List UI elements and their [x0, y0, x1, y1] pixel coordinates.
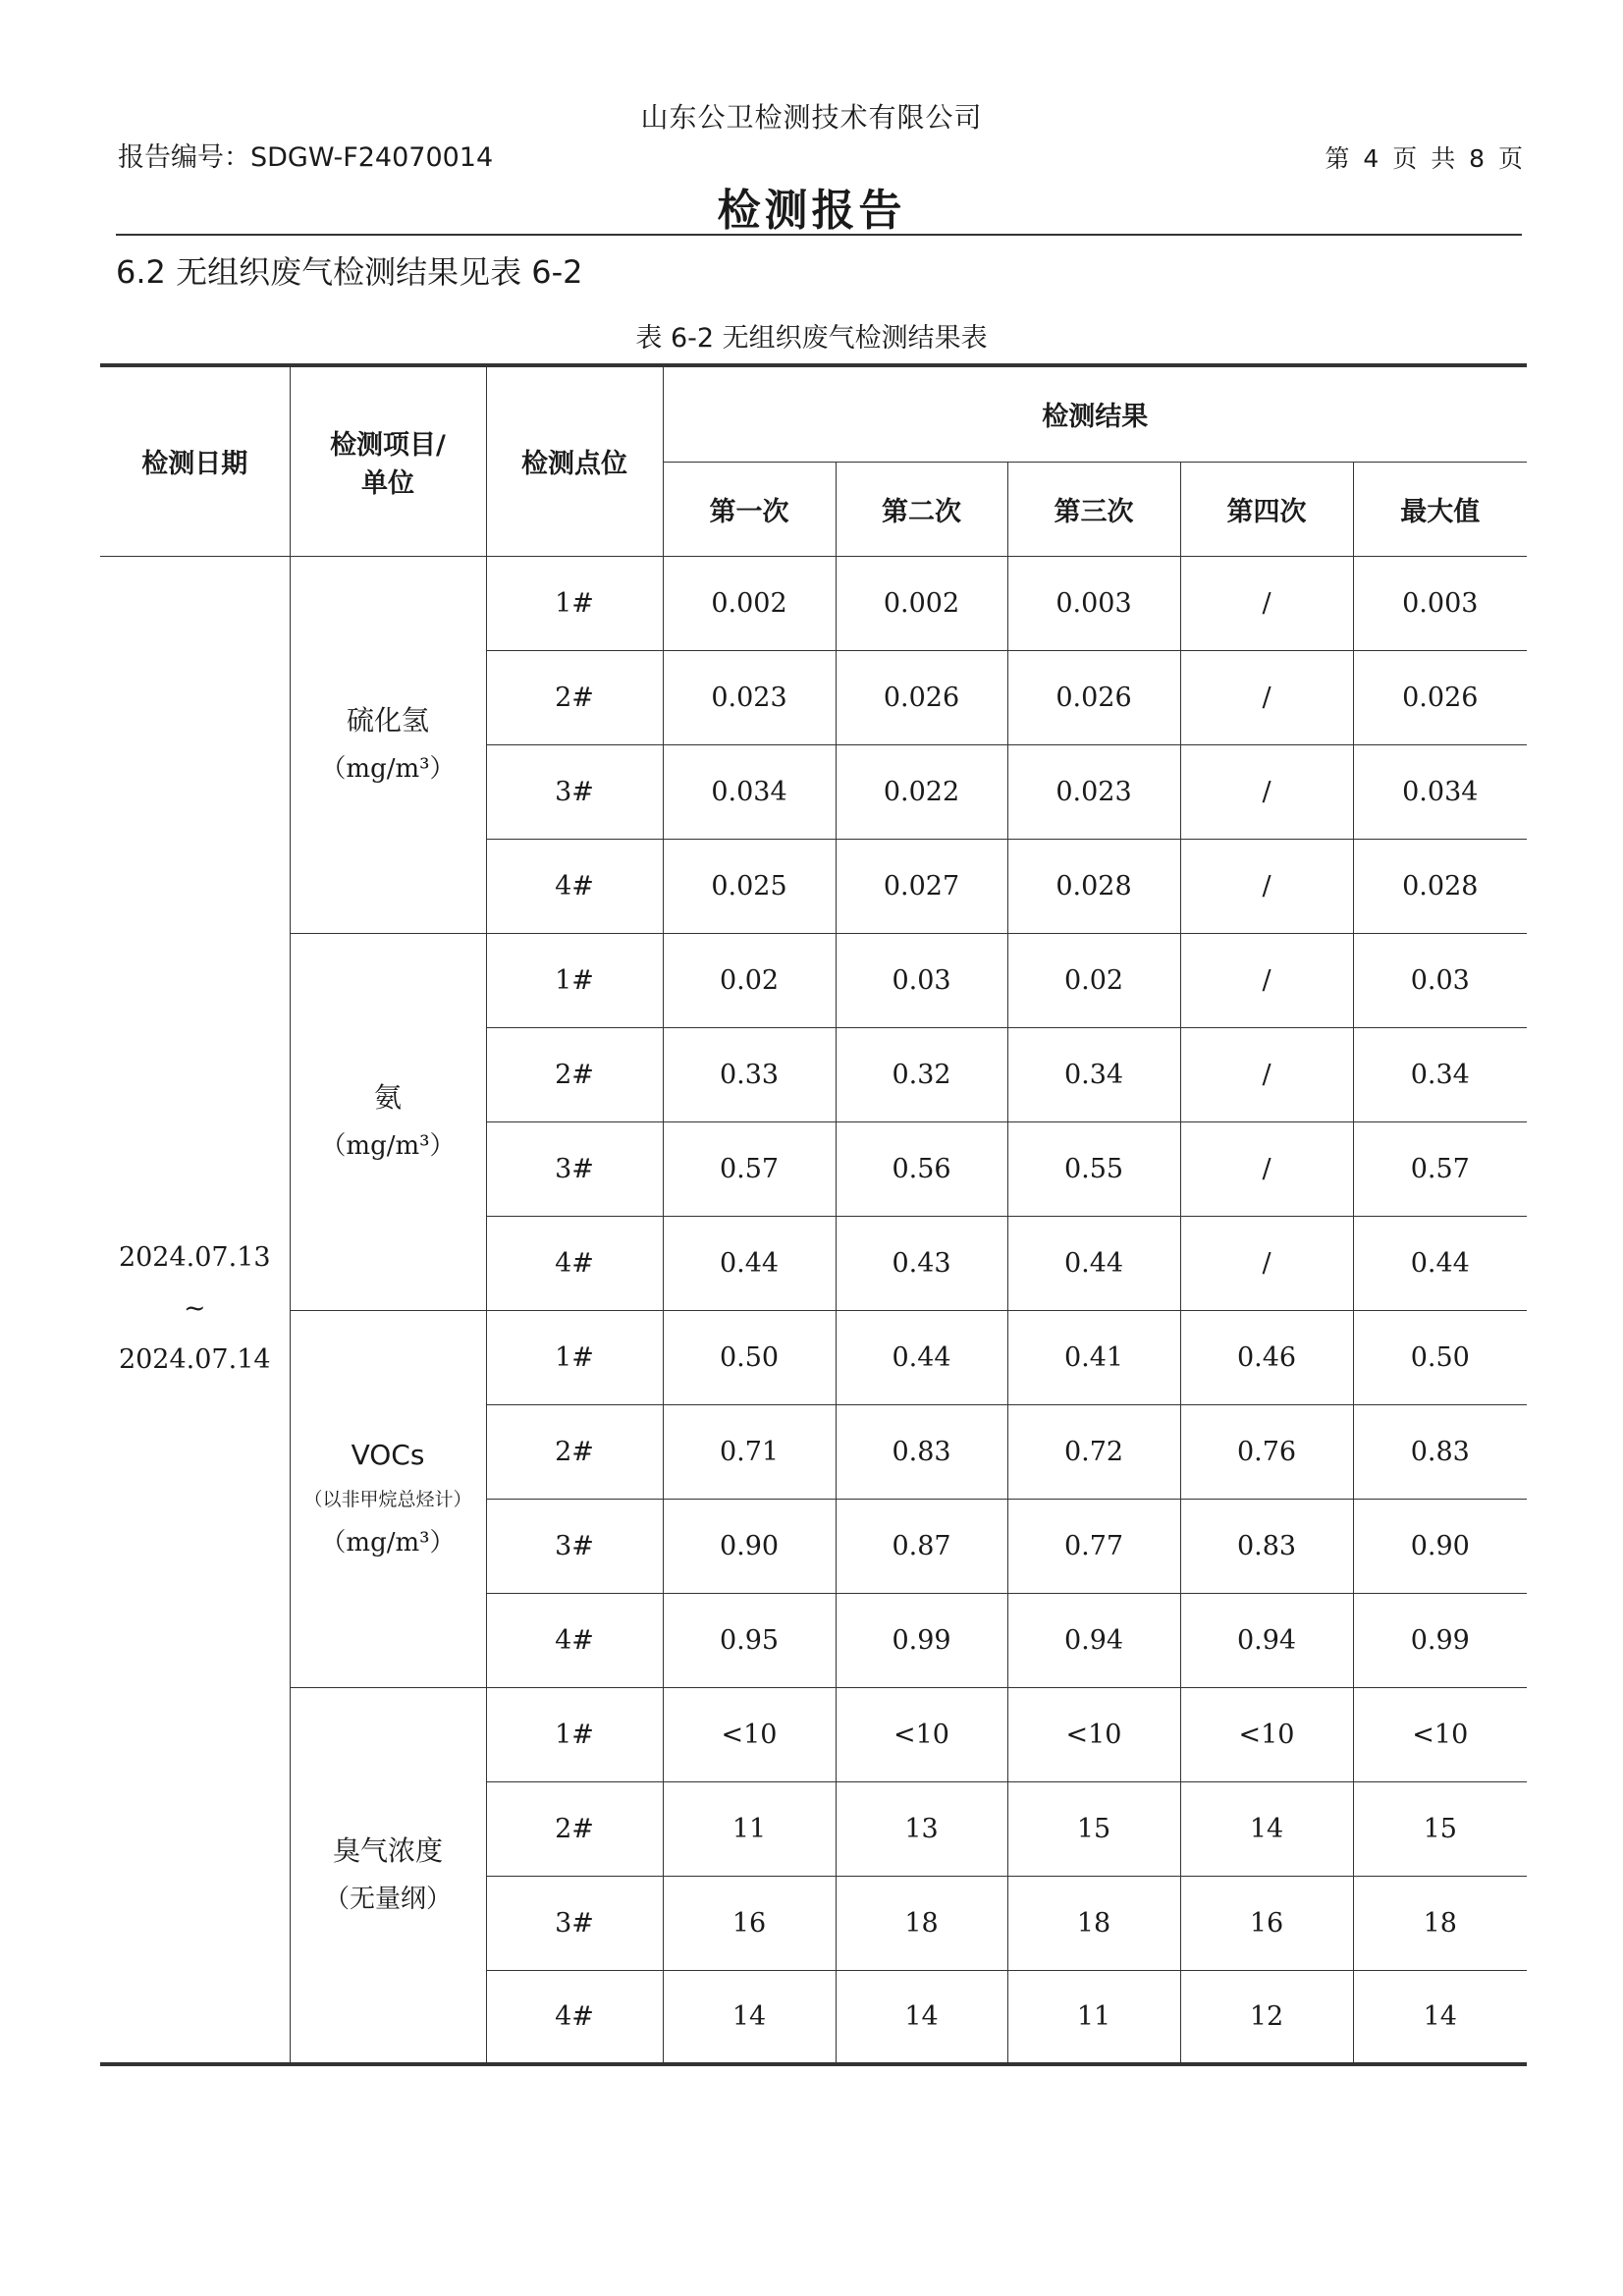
column-header-results: 检测结果 [663, 365, 1527, 462]
column-header-third: 第三次 [1007, 462, 1180, 556]
item-cell [290, 1687, 486, 2064]
value-second: 0.44 [836, 1310, 1007, 1404]
value-max: 0.83 [1353, 1404, 1527, 1499]
value-third: 0.77 [1007, 1499, 1180, 1593]
page-indicator: 第 4 页 共 8 页 [1325, 144, 1523, 173]
item-cell [290, 1310, 486, 1687]
item-note: （以非甲烷总烃计） [303, 1489, 472, 1510]
company-name: 山东公卫检测技术有限公司 [640, 101, 983, 134]
point-cell: 3# [486, 1876, 663, 1970]
value-max: 0.90 [1353, 1499, 1527, 1593]
value-second: 0.03 [836, 933, 1007, 1027]
value-fourth: / [1180, 1216, 1353, 1310]
value-second: 0.002 [836, 556, 1007, 650]
table-row [100, 1310, 1527, 1404]
value-third: 18 [1007, 1876, 1180, 1970]
value-first: 0.50 [663, 1310, 836, 1404]
value-second: 0.83 [836, 1404, 1007, 1499]
value-third: 0.94 [1007, 1593, 1180, 1687]
value-max: 0.028 [1353, 839, 1527, 933]
value-first: 0.02 [663, 933, 836, 1027]
value-max: 15 [1353, 1781, 1527, 1876]
value-fourth: / [1180, 839, 1353, 933]
value-max: 0.03 [1353, 933, 1527, 1027]
value-third: 0.72 [1007, 1404, 1180, 1499]
value-third: 0.55 [1007, 1121, 1180, 1216]
value-max: 0.50 [1353, 1310, 1527, 1404]
value-second: 18 [836, 1876, 1007, 1970]
value-first: 0.002 [663, 556, 836, 650]
date-cell [100, 556, 290, 2064]
value-first: 0.95 [663, 1593, 836, 1687]
value-second: 0.43 [836, 1216, 1007, 1310]
table-row [100, 1687, 1527, 1781]
value-first: 0.023 [663, 650, 836, 744]
value-first: 0.71 [663, 1404, 836, 1499]
value-third: 0.44 [1007, 1216, 1180, 1310]
report-number: 报告编号：SDGW-F24070014 [118, 142, 494, 173]
item-name: VOCs [351, 1439, 425, 1471]
item-unit: （mg/m³） [320, 1131, 456, 1161]
point-cell: 3# [486, 744, 663, 839]
column-header-max: 最大值 [1353, 462, 1527, 556]
value-first: 0.025 [663, 839, 836, 933]
value-first: 0.034 [663, 744, 836, 839]
value-third: <10 [1007, 1687, 1180, 1781]
column-header-item-line1: 检测项目/ [330, 429, 446, 461]
value-max: 0.99 [1353, 1593, 1527, 1687]
value-third: 0.41 [1007, 1310, 1180, 1404]
value-fourth: / [1180, 556, 1353, 650]
document-title: 检测报告 [717, 186, 906, 236]
column-header-point: 检测点位 [486, 365, 663, 556]
value-fourth: / [1180, 1027, 1353, 1121]
value-third: 11 [1007, 1970, 1180, 2064]
date-separator: ~ [183, 1293, 206, 1325]
column-header-date: 检测日期 [100, 365, 290, 556]
point-cell: 2# [486, 1781, 663, 1876]
value-second: 0.026 [836, 650, 1007, 744]
value-max: <10 [1353, 1687, 1527, 1781]
table-caption: 表 6-2 无组织废气检测结果表 [635, 323, 988, 354]
point-cell: 3# [486, 1121, 663, 1216]
table-row [100, 933, 1527, 1027]
value-fourth: 12 [1180, 1970, 1353, 2064]
item-cell [290, 556, 486, 933]
value-fourth: <10 [1180, 1687, 1353, 1781]
column-header-second: 第二次 [836, 462, 1007, 556]
point-cell: 1# [486, 1310, 663, 1404]
item-unit: （mg/m³） [320, 1528, 456, 1558]
section-heading: 6.2 无组织废气检测结果见表 6-2 [116, 253, 583, 291]
value-second: 0.87 [836, 1499, 1007, 1593]
point-cell: 1# [486, 1687, 663, 1781]
value-second: 0.32 [836, 1027, 1007, 1121]
value-fourth: 14 [1180, 1781, 1353, 1876]
point-cell: 4# [486, 1593, 663, 1687]
value-max: 0.57 [1353, 1121, 1527, 1216]
value-max: 0.034 [1353, 744, 1527, 839]
column-header-first: 第一次 [663, 462, 836, 556]
value-fourth: 0.76 [1180, 1404, 1353, 1499]
results-table [100, 363, 1527, 2066]
value-third: 0.003 [1007, 556, 1180, 650]
value-second: 14 [836, 1970, 1007, 2064]
column-header-item-line2: 单位 [361, 467, 414, 499]
point-cell: 4# [486, 1970, 663, 2064]
table-body [100, 556, 1527, 2064]
value-fourth: / [1180, 650, 1353, 744]
value-third: 0.02 [1007, 933, 1180, 1027]
point-cell: 1# [486, 933, 663, 1027]
value-first: 0.90 [663, 1499, 836, 1593]
value-max: 14 [1353, 1970, 1527, 2064]
item-name: 臭气浓度 [332, 1834, 443, 1868]
value-max: 0.34 [1353, 1027, 1527, 1121]
value-third: 0.023 [1007, 744, 1180, 839]
point-cell: 3# [486, 1499, 663, 1593]
value-first: 11 [663, 1781, 836, 1876]
item-name: 硫化氢 [346, 704, 429, 737]
point-cell: 4# [486, 839, 663, 933]
item-name: 氨 [373, 1081, 402, 1114]
value-first: 14 [663, 1970, 836, 2064]
value-first: 0.57 [663, 1121, 836, 1216]
point-cell: 2# [486, 1404, 663, 1499]
value-third: 0.026 [1007, 650, 1180, 744]
value-fourth: / [1180, 933, 1353, 1027]
point-cell: 2# [486, 650, 663, 744]
value-max: 0.026 [1353, 650, 1527, 744]
value-fourth: / [1180, 744, 1353, 839]
value-first: <10 [663, 1687, 836, 1781]
value-second: 13 [836, 1781, 1007, 1876]
value-max: 18 [1353, 1876, 1527, 1970]
value-fourth: 0.46 [1180, 1310, 1353, 1404]
item-cell [290, 933, 486, 1310]
value-max: 0.003 [1353, 556, 1527, 650]
value-fourth: 0.83 [1180, 1499, 1353, 1593]
value-second: <10 [836, 1687, 1007, 1781]
value-fourth: 0.94 [1180, 1593, 1353, 1687]
value-fourth: / [1180, 1121, 1353, 1216]
value-third: 0.028 [1007, 839, 1180, 933]
table-row [100, 556, 1527, 650]
value-max: 0.44 [1353, 1216, 1527, 1310]
column-header-item [290, 365, 486, 556]
value-first: 16 [663, 1876, 836, 1970]
value-first: 0.44 [663, 1216, 836, 1310]
value-second: 0.027 [836, 839, 1007, 933]
point-cell: 4# [486, 1216, 663, 1310]
value-third: 15 [1007, 1781, 1180, 1876]
value-fourth: 16 [1180, 1876, 1353, 1970]
value-second: 0.99 [836, 1593, 1007, 1687]
value-first: 0.33 [663, 1027, 836, 1121]
value-third: 0.34 [1007, 1027, 1180, 1121]
value-second: 0.022 [836, 744, 1007, 839]
date-end: 2024.07.14 [118, 1344, 271, 1376]
item-unit: （mg/m³） [320, 754, 456, 784]
header-row [100, 365, 1527, 462]
item-unit: （无量纲） [323, 1885, 452, 1915]
date-start: 2024.07.13 [118, 1242, 271, 1274]
header-divider [116, 234, 1522, 236]
point-cell: 2# [486, 1027, 663, 1121]
value-second: 0.56 [836, 1121, 1007, 1216]
point-cell: 1# [486, 556, 663, 650]
column-header-fourth: 第四次 [1180, 462, 1353, 556]
